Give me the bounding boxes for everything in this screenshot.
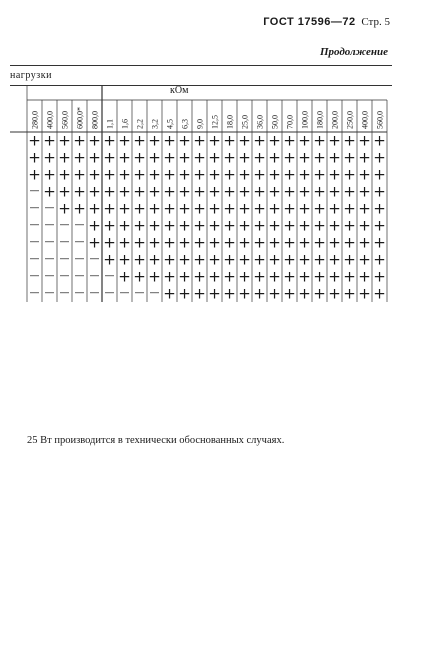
column-header: 12,5 — [210, 115, 220, 129]
table-cell-plus: + — [298, 182, 311, 201]
table-cell-plus: + — [373, 182, 386, 201]
table-cell-plus: + — [253, 199, 266, 218]
table-cell-plus: + — [163, 199, 176, 218]
table-cell-plus: + — [298, 250, 311, 269]
table-cell-plus: + — [283, 165, 296, 184]
table-cell-plus: + — [163, 148, 176, 167]
table-cell-plus: + — [208, 131, 221, 150]
table-cell-plus: + — [118, 182, 131, 201]
table-cell-plus: + — [253, 216, 266, 235]
table-cell-plus: + — [343, 267, 356, 286]
table-cell-plus: + — [298, 165, 311, 184]
table-cell-dash: — — [29, 202, 40, 214]
table-cell-plus: + — [283, 199, 296, 218]
page-number: Стр. 5 — [361, 16, 390, 28]
table-cell-plus: + — [148, 267, 161, 286]
table-cell-plus: + — [313, 148, 326, 167]
table-cell-plus: + — [343, 182, 356, 201]
table-cell-plus: + — [283, 182, 296, 201]
table-cell-plus: + — [58, 182, 71, 201]
table-cell-plus: + — [238, 148, 251, 167]
table-cell-plus: + — [133, 267, 146, 286]
table-cell-dash: — — [29, 253, 40, 265]
table-cell-plus: + — [283, 148, 296, 167]
table-cell-plus: + — [343, 233, 356, 252]
column-header: 250,0 — [345, 111, 355, 129]
table-cell-plus: + — [193, 267, 206, 286]
column-header: 400,0 — [360, 111, 370, 129]
table-cell-plus: + — [193, 233, 206, 252]
table-cell-plus: + — [223, 148, 236, 167]
table-cell-plus: + — [73, 131, 86, 150]
table-cell-plus: + — [193, 250, 206, 269]
table-cell-plus: + — [103, 131, 116, 150]
table-cell-dash: — — [74, 219, 85, 231]
table-cell-plus: + — [238, 131, 251, 150]
table-cell-plus: + — [373, 267, 386, 286]
table-cell-plus: + — [358, 216, 371, 235]
table-cell-plus: + — [103, 199, 116, 218]
table-cell-plus: + — [223, 131, 236, 150]
table-cell-plus: + — [283, 267, 296, 286]
table-cell-plus: + — [133, 165, 146, 184]
table-cell-dash: — — [119, 287, 130, 299]
table-cell-dash: — — [29, 236, 40, 248]
table-cell-plus: + — [163, 182, 176, 201]
table-cell-dash: — — [104, 270, 115, 282]
table-cell-plus: + — [298, 233, 311, 252]
table-cell-dash: — — [59, 236, 70, 248]
table-cell-plus: + — [148, 250, 161, 269]
table-cell-plus: + — [193, 284, 206, 303]
table-cell-plus: + — [268, 233, 281, 252]
column-header: 280,0 — [30, 111, 40, 129]
table-cell-plus: + — [133, 233, 146, 252]
table-cell-plus: + — [358, 250, 371, 269]
table-cell-plus: + — [343, 165, 356, 184]
column-header: 3,2 — [150, 119, 160, 129]
table-cell-plus: + — [178, 284, 191, 303]
table-cell-plus: + — [178, 199, 191, 218]
table-cell-plus: + — [253, 250, 266, 269]
table-cell-plus: + — [373, 233, 386, 252]
table-cell-plus: + — [238, 199, 251, 218]
table-cell-plus: + — [103, 233, 116, 252]
table-cell-plus: + — [298, 284, 311, 303]
table-cell-plus: + — [298, 148, 311, 167]
table-cell-dash: — — [104, 287, 115, 299]
table-cell-plus: + — [238, 216, 251, 235]
table-cell-plus: + — [328, 250, 341, 269]
table-cell-dash: — — [44, 202, 55, 214]
table-cell-plus: + — [283, 216, 296, 235]
table-cell-plus: + — [88, 233, 101, 252]
table-cell-plus: + — [88, 165, 101, 184]
table-cell-plus: + — [358, 131, 371, 150]
column-header: 180,0 — [315, 111, 325, 129]
table-cell-plus: + — [358, 148, 371, 167]
table-cell-plus: + — [358, 199, 371, 218]
table-cell-plus: + — [163, 216, 176, 235]
table-cell-plus: + — [373, 165, 386, 184]
table-cell-plus: + — [208, 182, 221, 201]
table-cell-plus: + — [103, 148, 116, 167]
table-cell-plus: + — [238, 267, 251, 286]
table-cell-dash: — — [59, 219, 70, 231]
table-cell-plus: + — [373, 131, 386, 150]
table-cell-plus: + — [358, 165, 371, 184]
table-cell-plus: + — [28, 165, 41, 184]
column-header: 50,0 — [270, 115, 280, 129]
table-cell-plus: + — [328, 284, 341, 303]
table-cell-plus: + — [223, 267, 236, 286]
table-cell-plus: + — [133, 250, 146, 269]
table-cell-plus: + — [373, 284, 386, 303]
table-cell-plus: + — [193, 182, 206, 201]
table-cell-plus: + — [58, 165, 71, 184]
column-header: 2,2 — [135, 119, 145, 129]
table-cell-plus: + — [118, 199, 131, 218]
table-cell-dash: — — [74, 236, 85, 248]
table-cell-plus: + — [148, 165, 161, 184]
table-cell-plus: + — [373, 199, 386, 218]
column-header: 1,1 — [105, 119, 115, 129]
table-cell-plus: + — [163, 165, 176, 184]
table-cell-plus: + — [28, 131, 41, 150]
unit-header-label: кОм — [170, 85, 189, 96]
table-cell-plus: + — [328, 131, 341, 150]
table-cell-plus: + — [193, 199, 206, 218]
table-cell-plus: + — [148, 233, 161, 252]
column-header: 36,0 — [255, 115, 265, 129]
table-cell-plus: + — [358, 182, 371, 201]
table-cell-plus: + — [313, 284, 326, 303]
table-cell-plus: + — [268, 267, 281, 286]
table-cell-plus: + — [328, 148, 341, 167]
table-cell-plus: + — [268, 284, 281, 303]
table-cell-plus: + — [238, 250, 251, 269]
table-cell-plus: + — [313, 182, 326, 201]
table-cell-plus: + — [88, 182, 101, 201]
table-cell-plus: + — [208, 284, 221, 303]
table-cell-plus: + — [253, 131, 266, 150]
table-cell-plus: + — [343, 131, 356, 150]
table-cell-plus: + — [358, 284, 371, 303]
table-cell-plus: + — [343, 250, 356, 269]
table-cell-plus: + — [313, 216, 326, 235]
table-cell-dash: — — [44, 253, 55, 265]
table-cell-plus: + — [88, 199, 101, 218]
table-cell-plus: + — [208, 216, 221, 235]
table-cell-dash: — — [89, 270, 100, 282]
table-cell-plus: + — [178, 233, 191, 252]
table-cell-plus: + — [73, 199, 86, 218]
table-cell-plus: + — [313, 233, 326, 252]
column-header: 560,0 — [375, 111, 385, 129]
table-cell-plus: + — [43, 182, 56, 201]
table-cell-plus: + — [208, 267, 221, 286]
table-cell-plus: + — [58, 199, 71, 218]
table-cell-plus: + — [238, 233, 251, 252]
table-cell-plus: + — [313, 165, 326, 184]
table-cell-plus: + — [328, 267, 341, 286]
table-cell-plus: + — [268, 199, 281, 218]
table-cell-plus: + — [283, 233, 296, 252]
table-cell-plus: + — [133, 148, 146, 167]
column-header: 18,0 — [225, 115, 235, 129]
table-cell-dash: — — [89, 253, 100, 265]
footnote — [27, 435, 284, 446]
table-cell-plus: + — [208, 250, 221, 269]
table-cell-plus: + — [43, 148, 56, 167]
table-cell-plus: + — [148, 216, 161, 235]
table-cell-dash: — — [44, 236, 55, 248]
table-cell-plus: + — [163, 250, 176, 269]
table-cell-plus: + — [253, 182, 266, 201]
table-cell-plus: + — [358, 233, 371, 252]
table-cell-plus: + — [148, 148, 161, 167]
table-cell-plus: + — [133, 131, 146, 150]
table-cell-plus: + — [163, 267, 176, 286]
table-cell-plus: + — [118, 250, 131, 269]
table-cell-plus: + — [268, 165, 281, 184]
table-cell-plus: + — [193, 148, 206, 167]
footnote-text: Вт производится в технически обоснованных случаях. — [40, 435, 285, 446]
table-cell-plus: + — [313, 199, 326, 218]
table-cell-plus: + — [208, 199, 221, 218]
table-cell-dash: — — [29, 219, 40, 231]
table-cell-plus: + — [343, 148, 356, 167]
table-cell-plus: + — [118, 165, 131, 184]
table-cell-plus: + — [238, 284, 251, 303]
table-cell-dash: — — [74, 253, 85, 265]
column-header: 25,0 — [240, 115, 250, 129]
load-header-label: нагрузки — [10, 70, 52, 81]
table-cell-plus: + — [208, 165, 221, 184]
table-cell-plus: + — [223, 216, 236, 235]
table-cell-dash: — — [44, 287, 55, 299]
table-cell-plus: + — [313, 131, 326, 150]
table-cell-plus: + — [283, 250, 296, 269]
table-cell-plus: + — [88, 148, 101, 167]
table-cell-plus: + — [163, 131, 176, 150]
table-cell-plus: + — [103, 250, 116, 269]
table-cell-plus: + — [163, 284, 176, 303]
table-cell-plus: + — [178, 165, 191, 184]
table-cell-plus: + — [328, 165, 341, 184]
table-cell-plus: + — [373, 148, 386, 167]
table-cell-plus: + — [253, 267, 266, 286]
table-cell-plus: + — [178, 131, 191, 150]
table-cell-dash: — — [89, 287, 100, 299]
table-cell-plus: + — [178, 250, 191, 269]
table-cell-plus: + — [373, 250, 386, 269]
table-cell-plus: + — [178, 216, 191, 235]
table-cell-plus: + — [43, 165, 56, 184]
table-cell-dash: — — [74, 287, 85, 299]
column-header: 70,0 — [285, 115, 295, 129]
table-cell-plus: + — [268, 216, 281, 235]
table-cell-plus: + — [268, 131, 281, 150]
table-cell-dash: — — [59, 270, 70, 282]
standard-number: ГОСТ 17596—72 — [263, 16, 356, 28]
table-cell-plus: + — [193, 216, 206, 235]
table-cell-plus: + — [103, 165, 116, 184]
table-cell-plus: + — [208, 148, 221, 167]
table-cell-dash: — — [44, 219, 55, 231]
column-header: 6,3 — [180, 119, 190, 129]
table-cell-dash: — — [29, 185, 40, 197]
table-cell-plus: + — [28, 148, 41, 167]
table-cell-plus: + — [328, 199, 341, 218]
table-cell-plus: + — [88, 131, 101, 150]
footnote-number: 25 — [27, 435, 38, 446]
table-cell-dash: — — [59, 253, 70, 265]
table-cell-plus: + — [193, 165, 206, 184]
table-cell-plus: + — [223, 182, 236, 201]
table-cell-plus: + — [88, 216, 101, 235]
table-cell-plus: + — [73, 182, 86, 201]
column-header: 9,0 — [195, 119, 205, 129]
table-cell-plus: + — [328, 233, 341, 252]
column-header: 100,0 — [300, 111, 310, 129]
table-cell-plus: + — [373, 216, 386, 235]
column-header: 1,6 — [120, 119, 130, 129]
table-cell-plus: + — [118, 233, 131, 252]
column-header: 200,0 — [330, 111, 340, 129]
table-cell-plus: + — [238, 182, 251, 201]
table-cell-plus: + — [253, 284, 266, 303]
table-cell-plus: + — [178, 267, 191, 286]
table-cell-plus: + — [343, 216, 356, 235]
table-cell-plus: + — [313, 267, 326, 286]
table-cell-plus: + — [238, 165, 251, 184]
table-cell-plus: + — [103, 182, 116, 201]
continuation-label: Продолжение — [319, 46, 388, 58]
table-cell-plus: + — [328, 216, 341, 235]
table-cell-plus: + — [268, 148, 281, 167]
table-cell-plus: + — [208, 233, 221, 252]
table-cell-dash: — — [149, 287, 160, 299]
table-cell-plus: + — [283, 131, 296, 150]
table-cell-dash: — — [74, 270, 85, 282]
table-cell-plus: + — [298, 199, 311, 218]
table-cell-plus: + — [223, 233, 236, 252]
table-cell-plus: + — [163, 233, 176, 252]
table-cell-plus: + — [193, 131, 206, 150]
table-cell-plus: + — [223, 250, 236, 269]
table-cell-plus: + — [148, 199, 161, 218]
table-cell-plus: + — [133, 216, 146, 235]
table-cell-plus: + — [58, 148, 71, 167]
table-cell-plus: + — [253, 165, 266, 184]
table-cell-plus: + — [313, 250, 326, 269]
table-cell-plus: + — [58, 131, 71, 150]
table-cell-plus: + — [118, 148, 131, 167]
table-cell-plus: + — [118, 131, 131, 150]
table-cell-plus: + — [148, 182, 161, 201]
table-cell-plus: + — [223, 165, 236, 184]
table-cell-plus: + — [73, 165, 86, 184]
table-cell-plus: + — [178, 148, 191, 167]
table-cell-dash: — — [29, 287, 40, 299]
table-cell-plus: + — [283, 284, 296, 303]
table-cell-plus: + — [178, 182, 191, 201]
table-cell-dash: — — [44, 270, 55, 282]
table-cell-plus: + — [103, 216, 116, 235]
table-cell-plus: + — [268, 250, 281, 269]
table-cell-plus: + — [148, 131, 161, 150]
column-header: 800,0 — [90, 111, 100, 129]
table-cell-plus: + — [343, 199, 356, 218]
table-cell-plus: + — [328, 182, 341, 201]
table-cell-plus: + — [253, 233, 266, 252]
table-cell-plus: + — [118, 216, 131, 235]
table-cell-plus: + — [298, 267, 311, 286]
table-cell-plus: + — [133, 182, 146, 201]
column-header: 560,0 — [60, 111, 70, 129]
table-cell-plus: + — [268, 182, 281, 201]
table-cell-plus: + — [223, 284, 236, 303]
table-cell-plus: + — [223, 199, 236, 218]
table-cell-dash: — — [59, 287, 70, 299]
column-header: 4,5 — [165, 119, 175, 129]
table-cell-plus: + — [343, 284, 356, 303]
table-cell-plus: + — [133, 199, 146, 218]
table-cell-dash: — — [29, 270, 40, 282]
table-cell-plus: + — [43, 131, 56, 150]
table-cell-plus: + — [298, 216, 311, 235]
column-header: 600,0* — [75, 107, 85, 129]
table-cell-plus: + — [298, 131, 311, 150]
table-cell-plus: + — [73, 148, 86, 167]
table-cell-plus: + — [253, 148, 266, 167]
table-cell-plus: + — [118, 267, 131, 286]
table-cell-dash: — — [134, 287, 145, 299]
table-cell-plus: + — [358, 267, 371, 286]
column-header: 400,0 — [45, 111, 55, 129]
